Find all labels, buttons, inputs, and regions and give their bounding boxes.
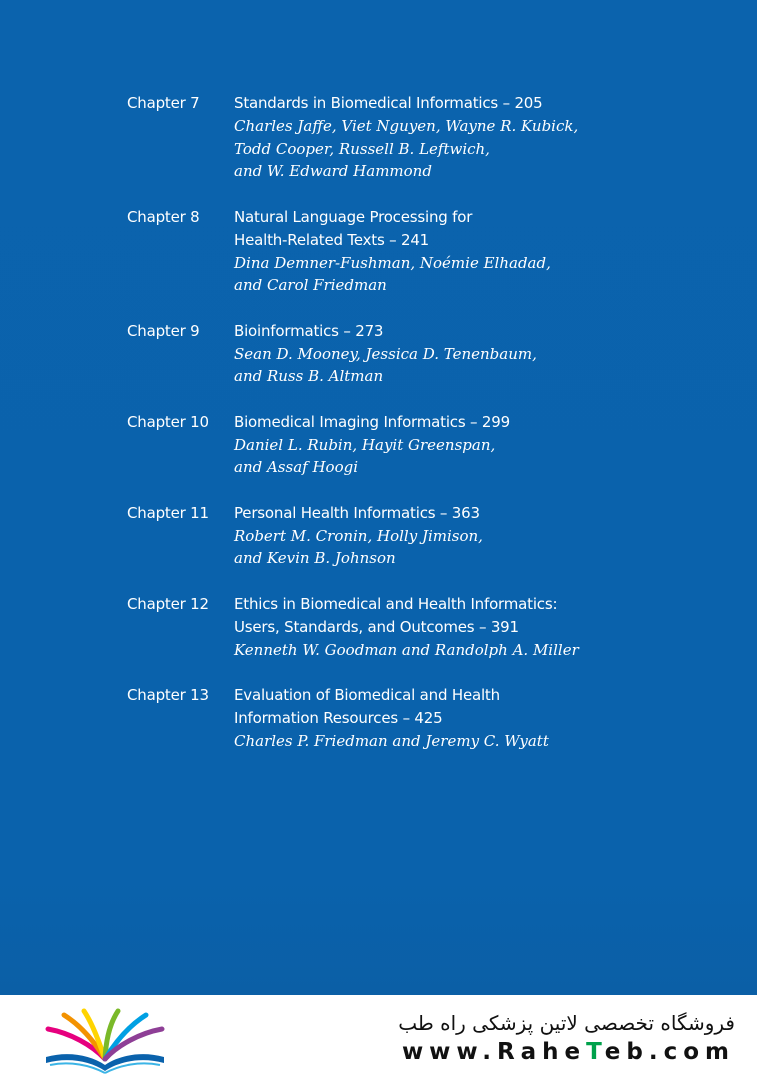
toc-entry	[127, 684, 727, 753]
chapter-title-line: Natural Language Processing for	[234, 207, 473, 226]
chapter-authors-line: Dina Demner-Fushman, Noémie Elhadad,	[234, 253, 551, 272]
chapter-title-line: Biomedical Imaging Informatics – 299	[234, 412, 510, 431]
chapter-title-line: Information Resources – 425	[234, 709, 443, 727]
toc-entry	[127, 593, 727, 662]
store-url[interactable]	[402, 1039, 735, 1065]
chapter-details	[234, 206, 727, 297]
chapter-title-line: Users, Standards, and Outcomes – 391	[234, 617, 519, 636]
chapter-authors-line: Sean D. Mooney, Jessica D. Tenenbaum,	[234, 344, 537, 363]
chapter-label: Chapter 7	[127, 94, 200, 112]
store-url-prefix: www.Rahe	[401, 1039, 587, 1065]
chapter-title-line: Health-Related Texts – 241	[234, 230, 430, 249]
chapter-label: Chapter 12	[127, 594, 209, 613]
toc-entry	[127, 502, 727, 570]
chapter-title-line: Standards in Biomedical Informatics – 205	[234, 94, 543, 112]
chapter-authors-line: and Russ B. Altman	[234, 367, 384, 385]
chapter-details	[234, 502, 727, 570]
store-name: فروشگاه تخصصی لاتین پزشکی راه طب	[398, 1011, 735, 1035]
toc-entry	[127, 206, 727, 297]
open-book-logo-icon	[40, 1007, 170, 1075]
chapter-title-line: Bioinformatics – 273	[234, 321, 384, 340]
chapter-authors-line: Charles Jaffe, Viet Nguyen, Wayne R. Kubick,	[234, 117, 579, 135]
chapter-details	[234, 92, 727, 183]
chapter-authors-line: Robert M. Cronin, Holly Jimison,	[234, 526, 483, 545]
store-url-accent: T	[586, 1039, 605, 1065]
chapter-label: Chapter 13	[127, 686, 209, 704]
chapter-details	[234, 320, 727, 388]
chapter-authors-line: Daniel L. Rubin, Hayit Greenspan,	[234, 435, 496, 454]
chapter-authors-line: and Kevin B. Johnson	[234, 549, 396, 567]
chapter-authors-line: Charles P. Friedman and Jeremy C. Wyatt	[234, 732, 549, 750]
chapter-authors-line: and Carol Friedman	[234, 276, 387, 294]
chapter-authors-line: Kenneth W. Goodman and Randolph A. Miller	[234, 640, 579, 659]
chapter-authors-line: Todd Cooper, Russell B. Leftwich,	[234, 139, 490, 158]
chapter-authors-line: and Assaf Hoogi	[234, 458, 359, 476]
store-url-suffix: eb.com	[604, 1039, 735, 1065]
chapter-details	[234, 684, 727, 753]
chapter-label: Chapter 9	[127, 321, 200, 340]
chapter-details	[234, 411, 727, 479]
chapter-title-line: Ethics in Biomedical and Health Informatics:	[234, 594, 558, 613]
toc-entry	[127, 411, 727, 479]
chapter-title-line: Evaluation of Biomedical and Health	[234, 686, 500, 704]
table-of-contents	[127, 92, 727, 776]
chapter-title-line: Personal Health Informatics – 363	[234, 503, 480, 522]
toc-entry	[127, 320, 727, 388]
chapter-details	[234, 593, 727, 662]
store-footer	[0, 995, 757, 1080]
chapter-label: Chapter 10	[127, 412, 209, 431]
toc-entry	[127, 92, 727, 183]
chapter-label: Chapter 11	[127, 503, 209, 522]
chapter-authors-line: and W. Edward Hammond	[234, 162, 432, 180]
chapter-label: Chapter 8	[127, 207, 200, 226]
